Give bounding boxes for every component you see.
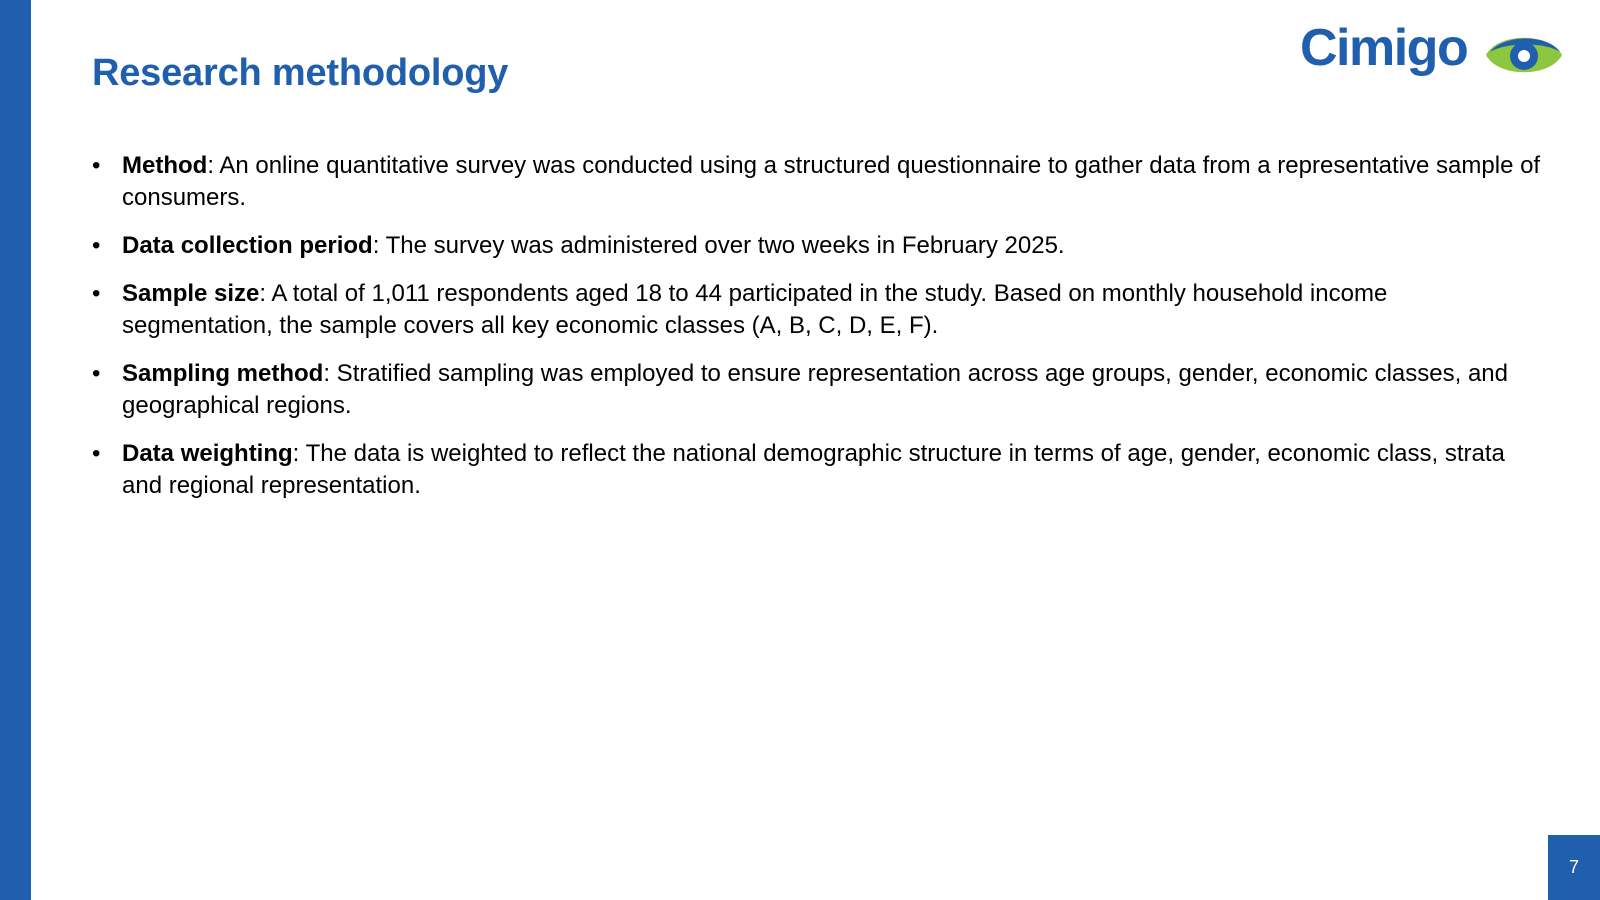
bullet-text: : The survey was administered over two weeks in February 2025. bbox=[372, 232, 1065, 259]
cimigo-logo bbox=[1300, 20, 1565, 90]
bullet-term: Data collection period bbox=[122, 232, 373, 259]
bullet-text: : An online quantitative survey was conducted using a structured questionnaire to gather data from a representative sample of consumers. bbox=[122, 152, 1541, 211]
eye-logo-icon bbox=[1484, 26, 1564, 84]
bullet-icon: • bbox=[92, 152, 101, 179]
list-item bbox=[92, 438, 1542, 502]
list-item bbox=[92, 230, 1542, 262]
bullet-term: Method bbox=[122, 152, 208, 179]
bullet-text: : Stratified sampling was employed to ensure representation across age groups, gender, economic classes, and geographical regions. bbox=[122, 360, 1509, 419]
bullet-icon: • bbox=[92, 280, 101, 307]
logo-wordmark: Cimigo bbox=[1300, 19, 1468, 77]
bullet-term: Sample size bbox=[122, 280, 260, 307]
bullet-text: : A total of 1,011 respondents aged 18 to 44 participated in the study. Based on monthly household income segmentation, the sample covers all key economic classes (A, B, C, D, E, F). bbox=[122, 280, 1388, 339]
left-accent-bar bbox=[0, 0, 31, 900]
bullet-icon: • bbox=[92, 360, 101, 387]
list-item bbox=[92, 358, 1542, 422]
page-number-badge: 7 bbox=[1548, 835, 1600, 900]
bullet-icon: • bbox=[92, 232, 101, 259]
bullet-text: : The data is weighted to reflect the national demographic structure in terms of age, gender, economic class, strata and regional representation. bbox=[122, 440, 1505, 499]
slide-title: Research methodology bbox=[92, 52, 509, 94]
bullet-term: Sampling method bbox=[122, 360, 324, 387]
methodology-list bbox=[92, 150, 1542, 518]
bullet-term: Data weighting bbox=[122, 440, 293, 467]
list-item bbox=[92, 278, 1542, 342]
bullet-icon: • bbox=[92, 440, 101, 467]
list-item bbox=[92, 150, 1542, 214]
